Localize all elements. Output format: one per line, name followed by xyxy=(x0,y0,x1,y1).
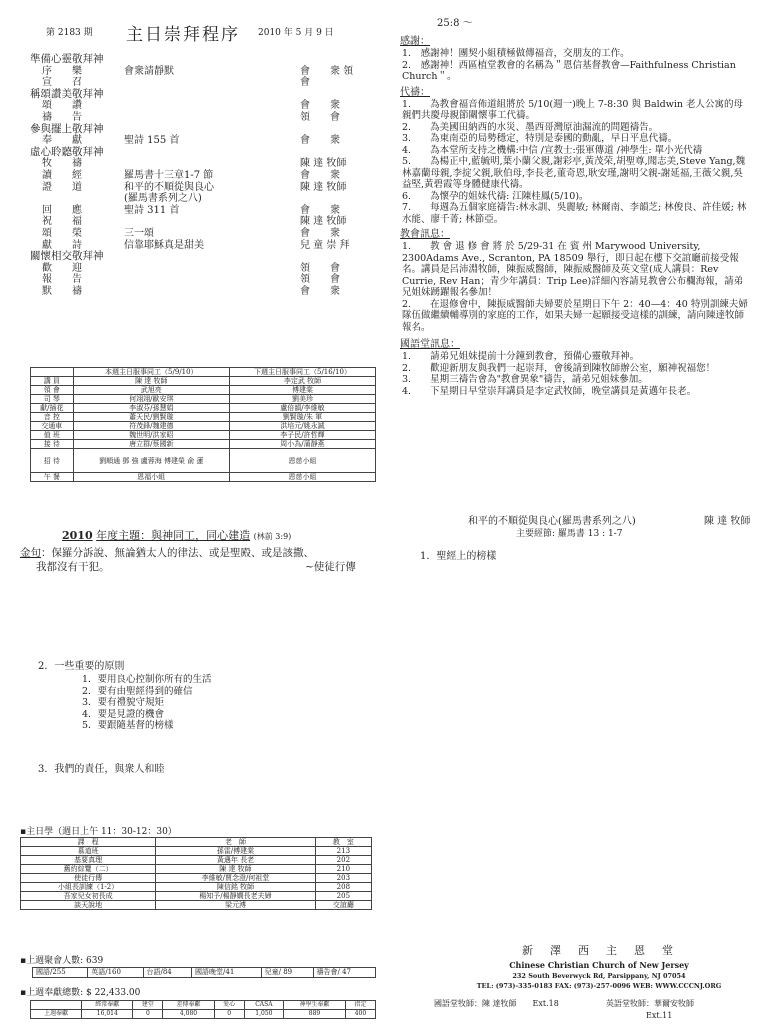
order-item xyxy=(30,100,360,112)
order-item-label: 頌 榮 xyxy=(42,227,82,239)
outline-subitem: 3．要有禮貌守規矩 xyxy=(82,697,165,709)
theme-title: 年度主題：與神同工，同心建造 xyxy=(96,529,251,542)
table-row xyxy=(31,449,376,473)
order-item-leader: 會 衆 xyxy=(300,204,340,216)
mandarin-item: 3. 星期三禱告會為"教會異象"禱告，請弟兄姐妹參加。 xyxy=(402,374,648,385)
order-item-label: 報 告 xyxy=(42,274,82,286)
announcements xyxy=(400,36,752,397)
offering-col-header: 差傳奉獻 xyxy=(163,1001,214,1010)
outline-subitem: 5．要跟隨基督的榜樣 xyxy=(82,720,174,732)
order-item-label: 奉 獻 xyxy=(42,135,82,147)
mandarin-item: 1. 請弟兄姐妹提前十分鐘到教會，預備心靈敬拜神。 xyxy=(402,351,640,362)
order-item-leader: 會 衆 xyxy=(300,135,340,147)
english-pastor: 英語堂牧師：華爾安牧師 xyxy=(606,999,694,1008)
order-item xyxy=(30,77,360,89)
outline-subitem: 4．要是見證的機會 xyxy=(82,708,165,720)
outline-point-1: 1．聖經上的榜樣 xyxy=(420,551,497,562)
theme-ref: (林前 3:9) xyxy=(253,532,292,541)
table-row xyxy=(31,422,376,431)
order-item-leader: 會 xyxy=(300,77,310,89)
order-item-detail: 三一頌 xyxy=(124,227,154,239)
offering-cell: 0 xyxy=(214,1010,244,1019)
prayer-title: 代禱： xyxy=(400,86,430,98)
table-cell: 講 員 xyxy=(31,377,74,386)
table-cell: 202 xyxy=(315,856,371,865)
prayer-item: 2. 為美國田納西的水災、墨西哥灣原油漏流的問題禱告。 xyxy=(402,121,659,133)
offering-col-header: 神學生奉獻 xyxy=(284,1001,346,1010)
order-item xyxy=(30,286,360,298)
table-row xyxy=(21,874,372,883)
table-row xyxy=(21,901,372,910)
table-cell: 黃邁年 長老 xyxy=(156,856,315,865)
offering-cell: 上週奉獻 xyxy=(31,1010,82,1019)
table-cell: 205 xyxy=(315,892,371,901)
order-of-service xyxy=(30,54,360,297)
news-item: 1. 教 會 退 修 會 將 於 5/29-31 在 賓 州 Marywood University, 2300Adams Ave., Scranton, PA 18509 舉行，即日起在樓下交誼廳前接受報名。講員是呂沛淵牧師，陳振威醫師，陳振威醫師及英文堂(成人講員：Rev Currie, Rev Han；青少年講員：Trip Lee)詳細內容請見教會公布欄海報，請弟兄姐妹踴躍報名參加！ xyxy=(402,241,744,298)
sunday-school-table xyxy=(20,837,372,910)
order-item xyxy=(30,228,360,240)
table-cell: 午 餐 xyxy=(31,473,74,482)
outline-point-3: 3．我們的責任，與衆人和睦 xyxy=(38,764,165,775)
table-cell: 孫雷/傅建棠 xyxy=(156,847,315,856)
table-cell: 楊知予/楊靜嫻長老夫婦 xyxy=(156,892,315,901)
offering-col-header: 愛心 xyxy=(214,1001,244,1010)
table-row xyxy=(31,377,376,386)
mandarin-pastor: 國語堂牧師：陳 達牧師 Ext.18 xyxy=(434,999,559,1008)
table-row xyxy=(21,856,372,865)
offering-cell: 889 xyxy=(284,1010,346,1019)
sermon-scripture: 主要經節: 羅馬書 13 : 1-7 xyxy=(516,529,623,539)
order-item xyxy=(30,240,360,252)
sunday-school-header: ▪主日學（週日上午 11：30-12：30） xyxy=(20,827,177,837)
table-cell: 梁元溥 xyxy=(156,901,315,910)
attendance-cell: 禱告會/ 47 xyxy=(313,968,375,978)
table-cell: 使徒行傳 xyxy=(21,874,156,883)
table-cell: 小組長訓練（1-2） xyxy=(21,883,156,892)
table-cell: 李維敏/賈念澄/何祖堂 xyxy=(156,874,315,883)
table-cell: 恩福小組 xyxy=(73,473,229,482)
service-team-header-row xyxy=(31,368,376,377)
sunday-school-header-row xyxy=(21,838,372,847)
order-item-leader: 會 衆 xyxy=(300,100,340,112)
table-row xyxy=(31,473,376,482)
order-item-leader: 陳 達 牧師 xyxy=(300,181,347,193)
table-row xyxy=(21,892,372,901)
order-item-leader: 領 會 xyxy=(300,111,340,123)
table-cell: 傅建棠 xyxy=(229,386,375,395)
table-cell: 周小為/蒲靜燕 xyxy=(229,440,375,449)
prayer-item: 5. 為楊正中,藍毓明,葉小蘭父親,謝彩亭,黃茂荣,胡聖尊,聞志美,Steve Yang,魏林嘉蘭母親,李掟父親,耿伯母,李長老,董奇恩,耿安瑾,謝明父親-謝延福,王薇父親,吳益堅,黃碧霞等身體健康代禱。 xyxy=(402,156,746,190)
church-name-cn: 新 澤 西 主 恩 堂 xyxy=(522,944,676,957)
table-cell: 接 待 xyxy=(31,440,74,449)
table-cell: 陳信銘 牧師 xyxy=(156,883,315,892)
table-cell: 何翊翊/歐安琪 xyxy=(73,395,229,404)
order-item-leader: 會 衆 xyxy=(300,169,340,181)
table-cell: 李定武 牧師 xyxy=(229,377,375,386)
news-list xyxy=(400,241,752,333)
order-item-label: 歡 迎 xyxy=(42,262,82,274)
table-cell: 招 待 xyxy=(31,449,74,473)
table-cell: 李子民/許哲輝 xyxy=(229,431,375,440)
table-cell: 210 xyxy=(315,865,371,874)
table-cell: 談天說地 xyxy=(21,901,156,910)
attendance-cell: 兒童/ 89 xyxy=(261,968,313,978)
order-item-label: 證 道 xyxy=(42,181,82,193)
outline-point-2-list xyxy=(82,674,212,732)
service-team-corner xyxy=(31,368,74,377)
table-cell: 基要真理 xyxy=(21,856,156,865)
order-item-leader: 會 衆 xyxy=(300,285,340,297)
order-item-leader: 領 會 xyxy=(300,262,340,274)
attendance-cell: 英語/160 xyxy=(88,968,143,978)
attendance-header: ▪上週聚會人數: 639 xyxy=(20,956,104,966)
offering-header: ▪上週奉獻總數: $ 22,433.00 xyxy=(20,988,141,998)
table-cell: 符茂鋒/魏建德 xyxy=(73,422,229,431)
table-row xyxy=(31,386,376,395)
order-item xyxy=(30,135,360,147)
order-item-detail: 聖詩 155 首 xyxy=(124,135,180,147)
service-team-this-week-header: 本週主日服事同工（5/9/10） xyxy=(73,368,229,377)
news-title: 教會訊息： xyxy=(400,229,450,240)
table-cell: 交誼廳 xyxy=(315,901,371,910)
order-item-label: 禱 告 xyxy=(42,111,82,123)
order-item-leader: 領 會 xyxy=(300,274,340,286)
order-heading: 參與擺上敬拜神 xyxy=(30,122,104,135)
table-cell: 武旭亮 xyxy=(73,386,229,395)
memory-verse xyxy=(20,547,314,559)
order-item xyxy=(30,216,360,228)
mandarin-item: 4. 下星期日早堂崇拜講員是李定武牧師，晚堂講員是黃邁年長老。 xyxy=(402,385,697,397)
top-ref: 25:8 ～ xyxy=(437,18,473,29)
offering-cell: 16,014 xyxy=(82,1010,133,1019)
table-row xyxy=(31,404,376,413)
church-info xyxy=(430,942,768,990)
table-row xyxy=(31,440,376,449)
outline-subitem: 2．要有由聖經得到的確信 xyxy=(82,685,193,697)
church-name-en: Chinese Christian Church of New Jersey xyxy=(509,960,689,970)
offering-col-header: 建堂 xyxy=(133,1001,163,1010)
table-cell: 陳 達 牧師 xyxy=(73,377,229,386)
prayer-item: 4. 為本堂所支持之機構:中信 /宣教士:張軍傳道 /神學生: 單小光代禱 xyxy=(402,144,703,156)
order-item xyxy=(30,66,360,78)
order-item-detail: 和平的不順從與良心 xyxy=(124,181,214,193)
table-cell: 舊約綜覽（二） xyxy=(21,865,156,874)
table-cell: 恩慈小組 xyxy=(229,449,375,473)
english-pastor-ext: Ext.11 xyxy=(646,1011,673,1020)
prayer-list xyxy=(400,99,752,226)
table-row xyxy=(31,413,376,422)
offering-col-header: CASA xyxy=(244,1001,283,1010)
order-item xyxy=(30,263,360,275)
order-item-label: 序 樂 xyxy=(42,65,82,77)
table-cell: 慕道班 xyxy=(21,847,156,856)
order-item-leader: 會 衆 領 xyxy=(300,65,354,77)
order-heading: 關懷相交敬拜神 xyxy=(30,250,104,263)
table-cell: 洪培元/姚永誠 xyxy=(229,422,375,431)
offering-cell: 400 xyxy=(345,1010,375,1019)
table-cell: 魏世明/洪家昭 xyxy=(73,431,229,440)
service-date: 2010 年 5 月 9 日 xyxy=(258,28,334,38)
table-cell: 劉賢璇/朱 軍 xyxy=(229,413,375,422)
news-item: 2. 在退修會中，陳振威醫師夫婦要於星期日下午 2：40—4：40 特別訓練夫婦隊伍做繼續輔導別的家庭的工作，如果夫婦一起願接受這樣的訓練，請向陳達牧師報名。 xyxy=(402,298,748,333)
table-cell: 吾家兒女初長成 xyxy=(21,892,156,901)
order-item-label: 宣 召 xyxy=(42,77,82,89)
thanks-title: 感謝： xyxy=(400,36,430,47)
order-item-leader: 陳 達 牧師 xyxy=(300,158,347,170)
order-item-label: 頌 讚 xyxy=(42,100,82,112)
offering-cell: 1,050 xyxy=(244,1010,283,1019)
order-item-leader: 陳 達 牧師 xyxy=(300,216,347,228)
service-team-next-week-header: 下週主日服事同工（5/16/10） xyxy=(229,368,375,377)
table-cell: 蕭天民/劉賢璇 xyxy=(73,413,229,422)
order-item-leader: 會 衆 xyxy=(300,227,340,239)
offering-cell: 4,080 xyxy=(163,1010,214,1019)
order-item-label: 默 禱 xyxy=(42,285,82,297)
table-cell: 盧倍韻/李維敏 xyxy=(229,404,375,413)
table-cell: 交通車 xyxy=(31,422,74,431)
prayer-item: 1. 為教會福音佈道組將於 5/10(週一)晚上 7-8:30 與 Baldwin 老人公寓的母親們共慶母親節關懷事工代禱。 xyxy=(402,98,744,121)
table-cell: 208 xyxy=(315,883,371,892)
offering-col-header: 經常奉獻 xyxy=(82,1001,133,1010)
order-item xyxy=(30,112,360,124)
table-cell: 領 會 xyxy=(31,386,74,395)
table-header: 課 程 xyxy=(21,838,156,847)
order-item xyxy=(30,205,360,217)
issue-number: 第 2183 期 xyxy=(46,28,93,38)
table-cell: 司 琴 xyxy=(31,395,74,404)
church-address: 232 South Beverwyck Rd, Parsippany, NJ 07054 xyxy=(512,972,686,980)
table-cell: 值 班 xyxy=(31,431,74,440)
prayer-item: 7. 每週為五個家庭禱告:林永訓、吳麗敏; 林爾南、李韻芝; 林俊良、許佳媛; 林水能、廖千菁; 林節亞。 xyxy=(402,202,747,225)
prayer-item: 3. 為東南亞的局勢穩定，特別是泰國的動亂，早日平息代禱。 xyxy=(402,133,678,144)
order-item-label: 祝 福 xyxy=(42,216,82,228)
mandarin-item: 2. 歡迎新朋友與我們一起崇拜，會後請到陳牧師辦公室，願神祝福您！ xyxy=(402,362,716,374)
table-header: 教 室 xyxy=(315,838,371,847)
thanks-item: 1. 感謝神！團契小組積極做傳福音，交朋友的工作。 xyxy=(402,48,630,59)
verse-text-2: 我都沒有干犯。 xyxy=(36,561,110,573)
table-cell: 203 xyxy=(315,874,371,883)
order-item-label: 獻 詩 xyxy=(42,239,82,251)
table-cell: 213 xyxy=(315,847,371,856)
table-row xyxy=(21,883,372,892)
order-item xyxy=(30,274,360,286)
order-item-label: 牧 禱 xyxy=(42,158,82,170)
table-cell: 獻/插花 xyxy=(31,404,74,413)
prayer-item: 6. 為懷孕的姐妹代禱: 江陳桂鳳(5/10)。 xyxy=(402,190,589,202)
thanks-list xyxy=(400,48,752,83)
verse-text-1: ：保羅分訴說、無論猶太人的律法、或是聖殿、或是該撒、 xyxy=(41,547,314,559)
offering-table xyxy=(30,1000,376,1019)
offering-col-header xyxy=(31,1001,82,1010)
table-row xyxy=(21,847,372,856)
table-row xyxy=(21,865,372,874)
order-heading: 準備心靈敬拜神 xyxy=(30,53,104,65)
attendance-cell: 國語晚堂/41 xyxy=(192,968,262,978)
order-item-detail: 信靠耶穌真是甜美 xyxy=(124,239,204,251)
order-heading: 虛心聆聽敬拜神 xyxy=(30,145,104,158)
table-cell: 恩慈小組 xyxy=(229,473,375,482)
order-item xyxy=(30,158,360,170)
table-cell: 劉順通 鄧 強 盧蓉海 傅建榮 俞 蓮 xyxy=(73,449,229,473)
order-item xyxy=(30,193,360,205)
outline-point-2: 2．一些重要的原則 xyxy=(38,661,125,672)
order-item-label: 讀 經 xyxy=(42,169,82,181)
order-item-detail: (羅馬書系列之八) xyxy=(124,193,202,205)
service-team-table xyxy=(30,367,376,482)
table-header: 老 師 xyxy=(156,838,315,847)
church-contact: TEL: (973)-335-0183 FAX: (973)-257-0096 WEB: WWW.CCCNJ.ORG xyxy=(476,982,722,990)
order-item xyxy=(30,170,360,182)
attendance-cell: 台語/84 xyxy=(143,968,192,978)
verse-source: ~使徒行傳 xyxy=(305,561,356,573)
outline-subitem: 1．要用良心控制你所有的生活 xyxy=(82,674,212,685)
table-cell: 音 控 xyxy=(31,413,74,422)
table-row xyxy=(31,395,376,404)
thanks-item: 2. 感謝神！西區植堂教會的名稱為＂恩信基督教會—Faithfulness Christian Church＂。 xyxy=(402,59,736,82)
order-item-detail: 羅馬書十三章1-7 節 xyxy=(124,169,214,181)
table-cell: 劉美珍 xyxy=(229,395,375,404)
offering-cell: 0 xyxy=(133,1010,163,1019)
order-item-label: 回 應 xyxy=(42,204,82,216)
offering-col-header: 指定 xyxy=(345,1001,375,1010)
sermon-speaker: 陳 達 牧師 xyxy=(704,516,751,527)
order-item-detail: 會衆請靜默 xyxy=(124,65,174,77)
table-cell: 唐立群/蔡國新 xyxy=(73,440,229,449)
table-cell: 陳 達 牧師 xyxy=(156,865,315,874)
order-item xyxy=(30,182,360,194)
mandarin-title: 國語堂訊息： xyxy=(400,339,460,350)
order-item-leader: 兒 童 崇 拜 xyxy=(300,239,350,251)
year-theme xyxy=(62,530,291,543)
order-heading: 稱頌讚美敬拜神 xyxy=(30,87,104,100)
table-row xyxy=(31,431,376,440)
order-item-detail: 聖詩 311 首 xyxy=(124,204,180,216)
attendance-cell: 國語/255 xyxy=(33,968,88,978)
sermon-title: 和平的不順從與良心(羅馬書系列之八) xyxy=(468,516,636,527)
attendance-table xyxy=(32,967,376,978)
theme-year: 2010 xyxy=(62,529,93,542)
mandarin-list xyxy=(400,351,752,397)
table-cell: 李淑芬/孫慧娟 xyxy=(73,404,229,413)
page-title: 主日崇拜程序 xyxy=(126,25,240,45)
verse-label: 金句 xyxy=(20,547,41,559)
